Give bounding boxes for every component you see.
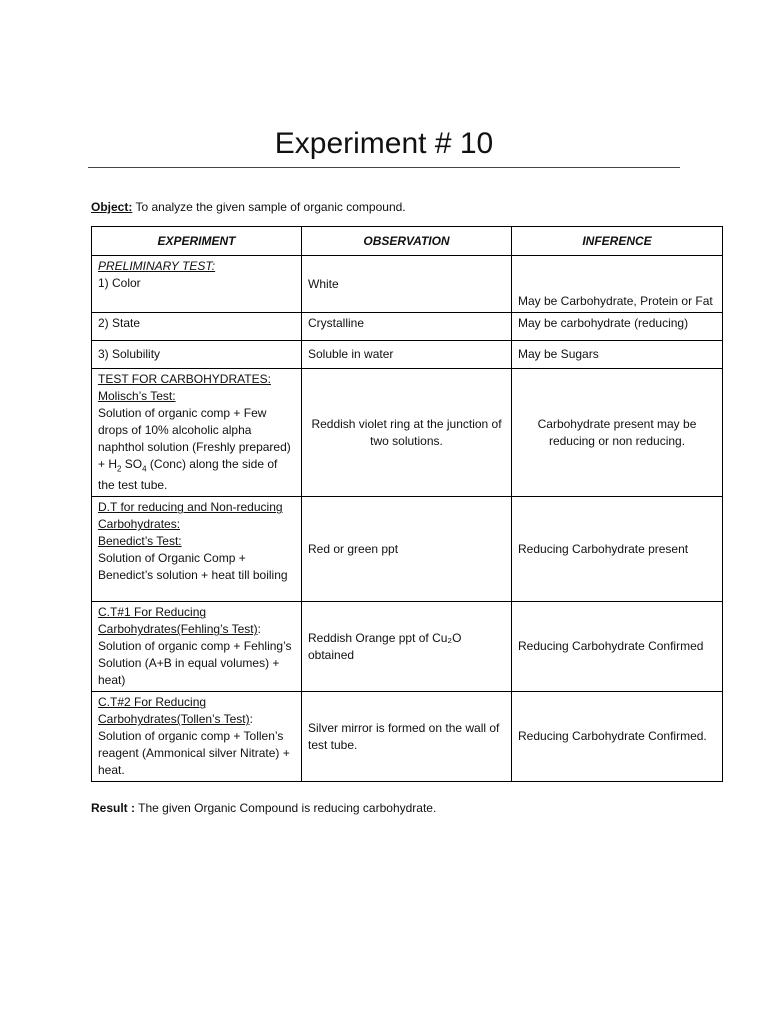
inference-cell: May be carbohydrate (reducing) <box>512 313 723 341</box>
header-inference: INFERENCE <box>512 227 723 256</box>
inference-cell: May be Carbohydrate, Protein or Fat <box>512 256 723 313</box>
inference-cell: May be Sugars <box>512 341 723 369</box>
table-row <box>92 256 723 313</box>
table-row <box>92 369 723 497</box>
observation-cell: Soluble in water <box>302 341 512 369</box>
experiment-cell <box>92 692 302 782</box>
table-row <box>92 313 723 341</box>
experiment-cell: 2) State <box>92 313 302 341</box>
experiment-cell <box>92 256 302 313</box>
table-row <box>92 341 723 369</box>
experiment-cell: 3) Solubility <box>92 341 302 369</box>
header-observation: OBSERVATION <box>302 227 512 256</box>
experiment-table <box>91 226 723 782</box>
table-row <box>92 692 723 782</box>
object-label: Object: <box>91 200 133 214</box>
experiment-cell <box>92 602 302 692</box>
inference-cell: Reducing Carbohydrate Confirmed <box>512 602 723 692</box>
experiment-cell <box>92 497 302 602</box>
result-label: Result : <box>91 801 136 815</box>
observation-cell: Reddish violet ring at the junction of two solutions. <box>302 369 512 497</box>
section-heading: PRELIMINARY TEST: <box>98 259 216 273</box>
inference-cell: Reducing Carbohydrate present <box>512 497 723 602</box>
result-statement <box>91 800 436 816</box>
section-heading: TEST FOR CARBOHYDRATES: <box>98 372 271 386</box>
observation-cell: Red or green ppt <box>302 497 512 602</box>
result-text: The given Organic Compound is reducing carbohydrate. <box>135 801 437 815</box>
experiment-text: 1) Color <box>98 276 141 290</box>
observation-cell: Crystalline <box>302 313 512 341</box>
table-header-row <box>92 227 723 256</box>
object-text: To analyze the given sample of organic compound. <box>132 200 406 214</box>
object-statement <box>91 199 406 215</box>
header-experiment: EXPERIMENT <box>92 227 302 256</box>
experiment-text: Solution of organic comp + Few drops of 10% alcoholic alpha naphthol solution (Freshly prepared) + $H_2$ $SO_4$ (Conc) along the side of the test tube. <box>98 406 291 493</box>
test-name: Benedict’s Test: <box>98 534 182 549</box>
inference-cell: Reducing Carbohydrate Confirmed. <box>512 692 723 782</box>
experiment-text: Solution of Organic Comp + Benedict’s solution + heat till boiling <box>98 551 288 583</box>
experiment-text: Solution of organic comp + Fehling’s Solution (A+B in equal volumes) + heat) <box>98 639 292 688</box>
inference-cell: Carbohydrate present may be reducing or non reducing. <box>512 369 723 497</box>
section-heading: C.T#2 For Reducing <box>98 695 207 710</box>
experiment-cell <box>92 369 302 497</box>
observation-cell: Silver mirror is formed on the wall of test tube. <box>302 692 512 782</box>
title-divider <box>88 167 680 168</box>
table-row <box>92 497 723 602</box>
observation-cell: Reddish Orange ppt of Cu₂O obtained <box>302 602 512 692</box>
test-name-line: Carbohydrates(Fehling’s Test): <box>98 622 261 637</box>
section-heading: D.T for reducing and Non-reducing Carbohydrates: <box>98 500 283 532</box>
experiment-text: Solution of organic comp + Tollen’s reagent (Ammonical silver Nitrate) + heat. <box>98 729 290 778</box>
section-heading: C.T#1 For Reducing <box>98 605 207 620</box>
observation-cell: White <box>302 256 512 313</box>
test-name-line: Carbohydrates(Tollen’s Test): <box>98 712 253 727</box>
table-row <box>92 602 723 692</box>
page-title: Experiment # 10 <box>274 127 494 160</box>
test-name: Molisch’s Test: <box>98 389 176 403</box>
